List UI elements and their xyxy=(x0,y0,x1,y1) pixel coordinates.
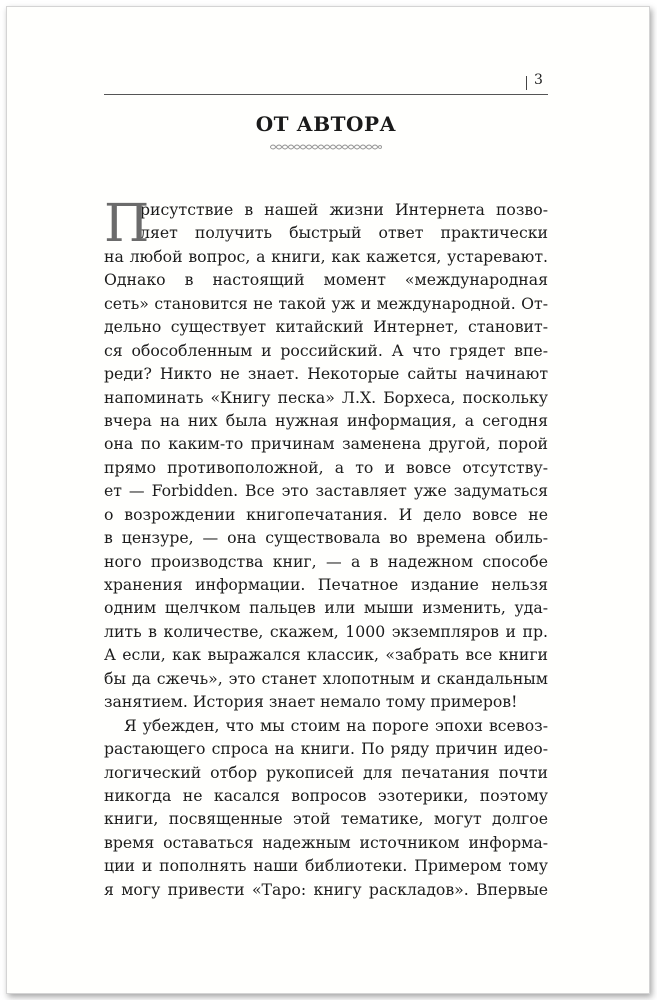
header-rule xyxy=(104,94,548,95)
text-line: дельно существует китайский Интернет, становит- xyxy=(104,317,548,337)
text-line: книги, посвященные этой тематике, могут долгое xyxy=(104,809,548,829)
text-line: я могу привести «Таро: книгу раскладов». Впервые xyxy=(104,879,548,899)
text-line: вчера на них была нужная информация, а сегодня xyxy=(104,410,548,430)
chapter-title: ОТ АВТОРА xyxy=(255,112,397,136)
text-line: ет — Forbidden. Все это заставляет уже задуматься xyxy=(104,481,548,501)
text-line: время оставаться надежным источником информа- xyxy=(104,832,548,852)
text-line: логический отбор рукописей для печатания почти xyxy=(104,762,548,782)
text-line: ции и пополнять наши библиотеки. Примером тому xyxy=(104,856,548,876)
text-line: в цензуре, — она существовала во времена обиль- xyxy=(104,528,548,548)
text-line: о возрождении книгопечатания. И дело вовсе не xyxy=(104,504,548,524)
text-line: ляет получить быстрый ответ практически xyxy=(140,223,548,243)
body-text xyxy=(104,194,548,901)
paragraph-1 xyxy=(104,194,548,254)
text-line: хранения информации. Печатное издание нельзя xyxy=(104,575,548,594)
text-line: она по каким-то причинам заменена другой, порой xyxy=(104,434,548,454)
text-line: растающего спроса на книги. По ряду причин идео- xyxy=(104,739,548,759)
text-line: бы да сжечь», это станет хлопотным и скандальным xyxy=(104,668,548,688)
text-line: напоминать «Книгу песка» Л.Х. Борхеса, поскольку xyxy=(104,387,548,407)
text-line: одним щелчком пальцев или мыши изменить, уда- xyxy=(104,598,548,618)
text-line: ного производства книг, — а в надежном способе xyxy=(104,551,548,571)
text-line: никогда не касался вопросов эзотерики, поэтому xyxy=(104,785,548,805)
text-line: ся обособленным и российский. А что грядет впе- xyxy=(104,340,548,360)
page-number: 3 xyxy=(534,72,543,88)
text-line: на любой вопрос, а книги, как кажется, устаревают. xyxy=(104,246,548,266)
text-line: реди? Никто не знает. Некоторые сайты начинают xyxy=(104,364,548,384)
page-number-separator xyxy=(526,76,527,90)
text-line: Однако в настоящий момент «международная xyxy=(104,270,548,290)
text-line: сеть» становится не такой уж и международной. От- xyxy=(104,293,548,313)
drop-cap: П xyxy=(104,194,150,254)
text-line: лить в количестве, скажем, 1000 экземпляров и пр. xyxy=(104,621,548,641)
text-line: рисутствие в нашей жизни Интернета позво- xyxy=(140,200,548,219)
text-line: Я убежден, что мы стоим на пороге эпохи всевоз- xyxy=(124,715,548,735)
text-line: занятием. История знает немало тому примеров! xyxy=(104,692,518,712)
title-ornament xyxy=(270,142,382,152)
text-line: А если, как выражался классик, «забрать все книги xyxy=(104,645,548,665)
text-line: прямо противоположной, а то и вовсе отсутству- xyxy=(104,457,548,477)
